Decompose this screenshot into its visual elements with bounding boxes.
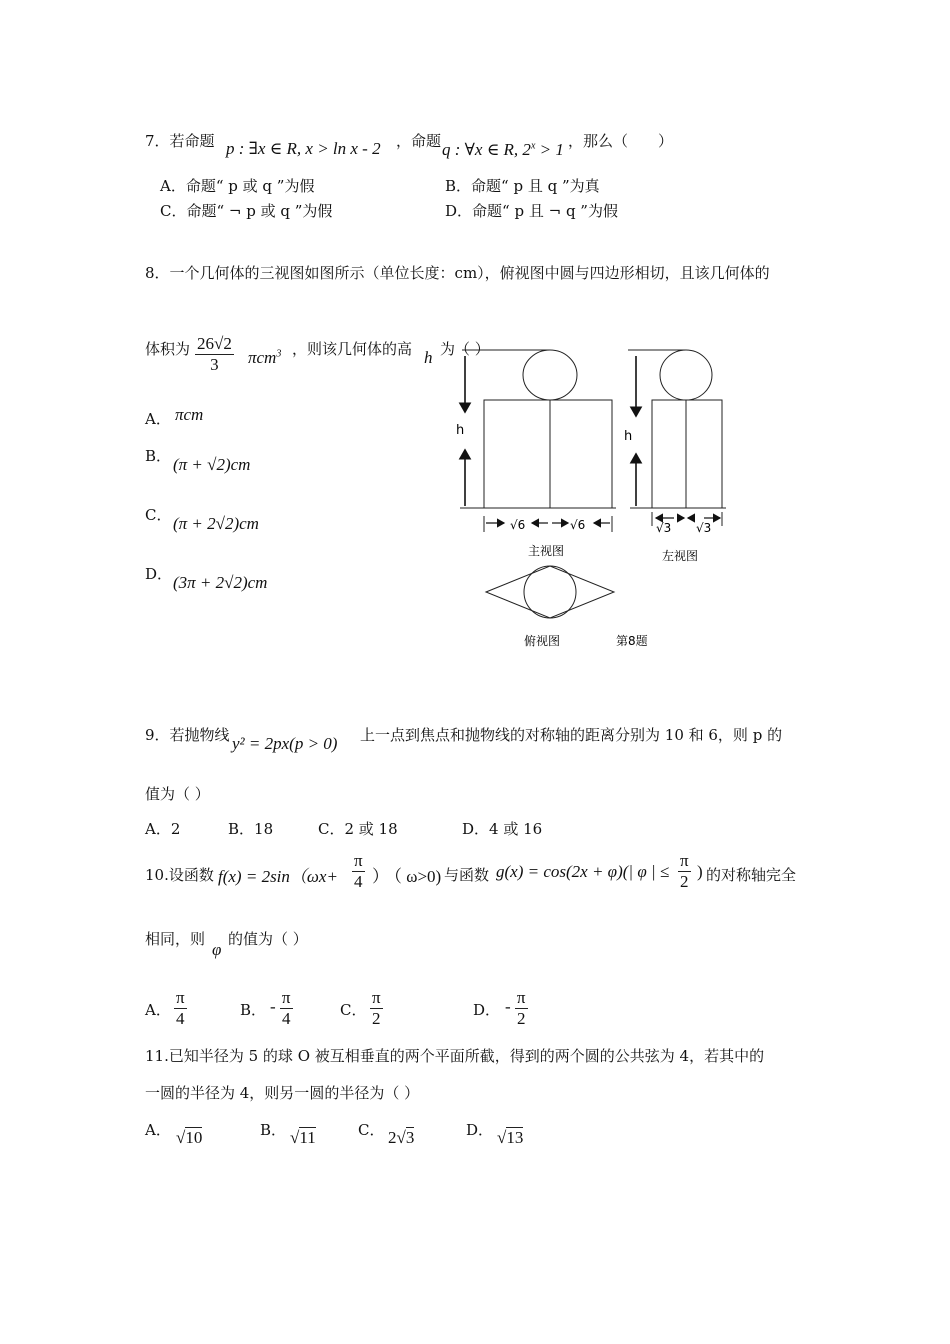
side-body bbox=[652, 400, 722, 508]
q10-mid: 与函数 bbox=[444, 866, 490, 884]
q11-option-c-value[interactable]: 2√3 bbox=[388, 1128, 415, 1147]
q7-lead: 7．若命题 bbox=[145, 132, 215, 150]
q8-option-d-label[interactable]: D． bbox=[145, 565, 173, 583]
q9-option-c[interactable]: C．2 或 18 bbox=[318, 820, 398, 838]
q10-g-expr: g(x) = cos(2x + φ)(| φ | ≤ bbox=[496, 862, 670, 881]
q8-vol-suffix: ，则该几何体的高 bbox=[292, 340, 413, 358]
q11-option-a-label[interactable]: A． bbox=[145, 1121, 171, 1139]
q11-line2: 一圆的半径为 4，则另一圆的半径为（ ） bbox=[145, 1084, 420, 1102]
top-rhombus bbox=[486, 566, 614, 618]
q10-tail: 的对称轴完全 bbox=[706, 866, 797, 884]
q9-lead: 9．若抛物线 bbox=[145, 726, 230, 744]
q8-option-a-value[interactable]: πcm bbox=[175, 405, 204, 424]
q9-line2: 值为（ ） bbox=[145, 785, 210, 803]
q10-g-close: ) bbox=[697, 862, 703, 881]
figure-number: 第8题 bbox=[616, 634, 648, 648]
q7-option-c[interactable]: C．命题“ ¬ p 或 q ”为假 bbox=[160, 202, 333, 220]
q11-option-c-label[interactable]: C． bbox=[358, 1121, 385, 1139]
q11-option-d-value[interactable]: √13 bbox=[497, 1128, 524, 1147]
top-view bbox=[486, 566, 648, 648]
q10-option-a-label[interactable]: A． bbox=[145, 1001, 171, 1019]
top-circle bbox=[524, 566, 576, 618]
q9-option-b[interactable]: B．18 bbox=[228, 820, 274, 838]
q10-lead: 10.设函数 bbox=[145, 866, 214, 884]
q10-option-c-label[interactable]: C． bbox=[340, 1001, 367, 1019]
q8-three-view-figure bbox=[440, 340, 780, 660]
q8-stem-line1: 8．一个几何体的三视图如图所示（单位长度：cm），俯视图中圆与四边形相切，且该几何体的 bbox=[145, 264, 770, 282]
q10-option-b-value[interactable]: - $\frac{\pi}{4}$ bbox=[270, 988, 291, 1028]
q10-f-close: ） bbox=[372, 867, 389, 886]
side-caption: 左视图 bbox=[662, 549, 699, 563]
q9-tail: 上一点到焦点和抛物线的对称轴的距离分别为 10 和 6，则 p 的 bbox=[360, 726, 783, 744]
side-view bbox=[624, 350, 726, 563]
q10-f-expr: f(x) = 2sin（ωx+ bbox=[218, 867, 338, 886]
q9-math: y² = 2px(p > 0) bbox=[232, 734, 338, 753]
front-dim-right: √6 bbox=[570, 518, 586, 532]
q11-option-d-label[interactable]: D． bbox=[466, 1121, 494, 1139]
q10-line2-tail: 的值为（ ） bbox=[228, 930, 308, 948]
q7-option-d[interactable]: D．命题“ p 且 ¬ q ”为假 bbox=[445, 202, 618, 220]
q7-mid: ，命题 bbox=[396, 132, 442, 150]
q8-vol-fraction: $\frac{26√2}{3}$ bbox=[197, 334, 232, 374]
q7-option-a[interactable]: A．命题“ p 或 q ”为假 bbox=[160, 177, 315, 195]
q10-f-fraction: $\frac{\pi}{4}$ bbox=[354, 851, 363, 891]
front-caption: 主视图 bbox=[528, 544, 565, 558]
q11-option-b-label[interactable]: B． bbox=[260, 1121, 287, 1139]
q11-line1: 11.已知半径为 5 的球 O 被互相垂直的两个平面所截，得到的两个圆的公共弦为 4，若其中的 bbox=[145, 1047, 765, 1065]
q10-option-a-value[interactable]: $\frac{\pi}{4}$ bbox=[176, 988, 185, 1028]
q10-g-fraction: $\frac{\pi}{2}$ bbox=[680, 851, 689, 891]
q8-option-c-label[interactable]: C． bbox=[145, 506, 172, 524]
q8-option-b-value[interactable]: (π + √2)cm bbox=[173, 455, 251, 474]
side-dim-left: √3 bbox=[656, 521, 672, 535]
q8-option-d-value[interactable]: (3π + 2√2)cm bbox=[173, 573, 268, 592]
q10-condition: （ ω>0) bbox=[385, 867, 442, 886]
side-sphere bbox=[660, 350, 712, 400]
q7-option-b[interactable]: B．命题“ p 且 q ”为真 bbox=[445, 177, 600, 195]
q8-option-c-value[interactable]: (π + 2√2)cm bbox=[173, 514, 259, 533]
q8-vol-unit: πcm$^3$ bbox=[248, 348, 282, 367]
q8-option-a-label[interactable]: A． bbox=[145, 410, 171, 428]
q9-option-a[interactable]: A．2 bbox=[145, 820, 181, 838]
front-h-label: h bbox=[456, 423, 465, 438]
q8-h-symbol: h bbox=[424, 348, 433, 367]
q10-option-d-label[interactable]: D． bbox=[473, 1001, 501, 1019]
front-view bbox=[456, 350, 616, 558]
q11-option-b-value[interactable]: √11 bbox=[290, 1128, 316, 1147]
q10-option-d-value[interactable]: - $\frac{\pi}{2}$ bbox=[505, 988, 526, 1028]
q7-p-math: p : ∃x ∈ R, x > ln x - 2 bbox=[226, 139, 381, 158]
q11-option-a-value[interactable]: √10 bbox=[176, 1128, 203, 1147]
q7-q-math: q : ∀x ∈ R, $2^x > 1$ bbox=[442, 140, 564, 159]
side-dim-right: √3 bbox=[696, 521, 712, 535]
q9-option-d[interactable]: D．4 或 16 bbox=[462, 820, 543, 838]
q10-option-c-value[interactable]: $\frac{\pi}{2}$ bbox=[372, 988, 381, 1028]
q7-tail: ，那么（ ） bbox=[568, 132, 674, 150]
q10-phi: φ bbox=[212, 940, 222, 959]
front-sphere bbox=[523, 350, 577, 400]
q8-ask: 为（ ） bbox=[440, 340, 490, 358]
front-dim-left: √6 bbox=[510, 518, 526, 532]
q10-option-b-label[interactable]: B． bbox=[240, 1001, 267, 1019]
side-h-label: h bbox=[624, 429, 633, 444]
q8-vol-prefix: 体积为 bbox=[145, 340, 191, 358]
front-body bbox=[484, 400, 612, 508]
q7-stem bbox=[145, 130, 215, 151]
q8-option-b-label[interactable]: B． bbox=[145, 447, 172, 465]
q10-line2: 相同，则 bbox=[145, 930, 206, 948]
top-caption: 俯视图 bbox=[524, 634, 561, 648]
